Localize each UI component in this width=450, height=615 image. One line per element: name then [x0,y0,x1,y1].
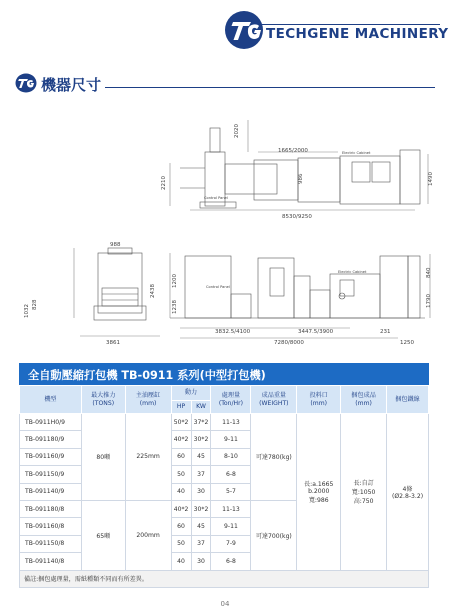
cell-capacity: 7-9 [211,535,251,552]
header-cylinder: 主油壓缸 (mm) [125,386,171,414]
cell-capacity: 9-11 [211,518,251,535]
spec-table [19,385,429,588]
dim-label: 840 [426,267,432,278]
cell-hp: 60 [171,448,191,465]
cell-kw: 37 [191,466,211,483]
dim-label: 1490 [428,172,434,186]
cell-capacity: 11-13 [211,414,251,431]
cell-bale-size: 長:自訂 寬:1050 高:750 [341,414,387,571]
cell-hp: 50*2 [171,414,191,431]
cell-hp: 40 [171,553,191,570]
dim-label: 1790 [426,294,432,308]
cell-capacity: 6-8 [211,553,251,570]
front-view-drawing [74,248,430,338]
dim-label: 2438 [150,284,156,298]
cell-kw: 37*2 [191,414,211,431]
cell-model: TB-091160/8 [20,518,82,535]
dim-label: 1238 [172,300,178,314]
cell-hp: 40*2 [171,431,191,448]
dim-label: Control Panel [206,285,230,289]
cell-kw: 30*2 [191,431,211,448]
header-max-pressure: 最大推力 (TONS) [81,386,125,414]
front-view-labels [24,242,432,346]
brand-name: TECHGENE MACHINERY [266,26,449,42]
cell-model: TB-091180/8 [20,500,82,517]
cell-pressure: 80噸 [81,414,125,501]
header-capacity: 處理量 (Ton/Hr) [211,386,251,414]
cell-cylinder: 200mm [125,500,171,570]
dim-label: Electric Cabinet [342,151,371,155]
cell-model: TB-091150/8 [20,535,82,552]
cell-hp: 50 [171,535,191,552]
cell-model: TB-091160/9 [20,448,82,465]
table-note: 備註:捆包處理量，需紙種類不同而有所差異。 [20,570,429,587]
cell-model: TB-091180/9 [20,431,82,448]
section-rule [105,87,435,88]
table-note-row [20,570,429,587]
cell-cylinder: 225mm [125,414,171,501]
cell-model: TB-091150/9 [20,466,82,483]
dim-label: 2020 [234,124,240,138]
cell-feed-opening: 長:a.1665 b.2000 寬:986 [297,414,341,571]
dim-label: 3447.5/3900 [298,329,334,335]
dim-label: Control Panel [204,196,228,200]
machine-dimension-drawings [20,108,435,348]
table-title: 全自動壓縮打包機 TB-0911 系列(中型打包機) [28,369,266,382]
cell-wire: 4條 (Ø2.8-3.2) [387,414,429,571]
dim-label: 828 [32,299,38,310]
cell-capacity: 6-8 [211,466,251,483]
dim-label: 986 [298,173,304,184]
dim-label: 1032 [24,304,30,318]
cell-kw: 30*2 [191,500,211,517]
table-row [20,414,429,431]
top-view-labels [161,124,434,220]
dim-label: 231 [380,329,391,335]
cell-capacity: 11-13 [211,500,251,517]
cell-hp: 40 [171,483,191,500]
cell-model: TB-091140/8 [20,553,82,570]
header-feed-opening: 投料口 (mm) [297,386,341,414]
header-model: 機型 [20,386,82,414]
cell-kw: 30 [191,483,211,500]
dim-label: 3861 [106,340,120,346]
header-bale-weight: 成品重量 (WEIGHT) [251,386,297,414]
cell-kw: 30 [191,553,211,570]
cell-weight: 可達700(kg) [251,500,297,570]
dim-label: 3832.5/4100 [215,329,251,335]
dim-label: 2210 [161,176,167,190]
cell-kw: 37 [191,535,211,552]
cell-kw: 45 [191,448,211,465]
cell-kw: 45 [191,518,211,535]
section-title: 機器尺寸 [41,76,102,94]
dim-label: 1250 [400,340,414,346]
cell-capacity: 5-7 [211,483,251,500]
header-rule [258,24,440,25]
cell-model: TB-091140/9 [20,483,82,500]
dim-label: Electric Cabinet [338,270,367,274]
table-title-bar [19,363,429,385]
cell-hp: 40*2 [171,500,191,517]
cell-hp: 50 [171,466,191,483]
header-power: 動力 [171,386,211,401]
cell-pressure: 65噸 [81,500,125,570]
page-number: 04 [220,600,230,608]
section-logo-icon [15,73,37,93]
header-kw: KW [191,401,211,414]
header-hp: HP [171,401,191,414]
cell-weight: 可達780(kg) [251,414,297,501]
header-wire: 捆包鐵線 [387,386,429,414]
dim-label: 1665/2000 [278,148,308,154]
header-bale-size: 捆包成品 (mm) [341,386,387,414]
dim-label: 7280/8000 [274,340,304,346]
dim-label: 8530/9250 [282,214,312,220]
dim-label: 1200 [172,274,178,288]
cell-capacity: 8-10 [211,448,251,465]
cell-capacity: 9-11 [211,431,251,448]
cell-model: TB-0911H0/9 [20,414,82,431]
dim-label: 988 [110,242,121,248]
techgene-logo-icon [224,10,264,50]
cell-hp: 60 [171,518,191,535]
